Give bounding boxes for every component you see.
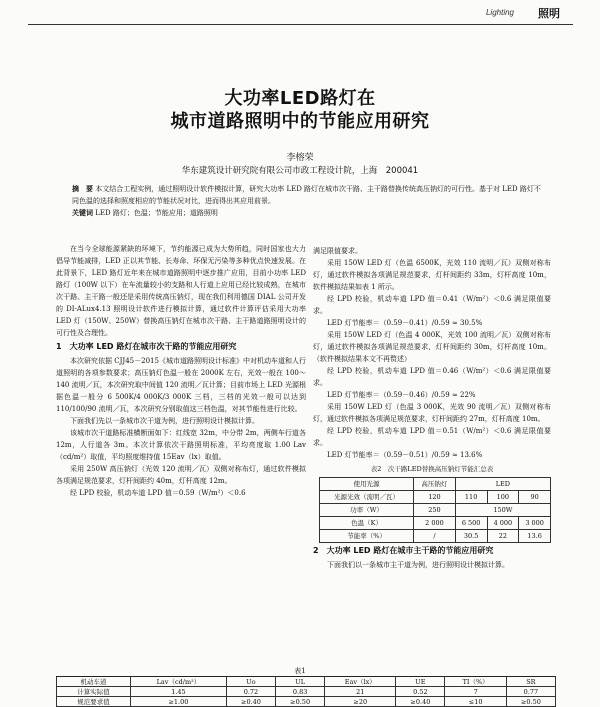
- table-cell: ≥0.40: [226, 697, 275, 707]
- table-cell: 使用光源: [320, 478, 414, 491]
- section-label: 照明: [538, 7, 560, 20]
- table-cell: 计算实际值: [57, 687, 131, 697]
- paragraph: 经 LPD 校验，机动车道 LPD 值＝0.59（W/m²）＜0.6: [70, 489, 246, 497]
- title-line-2: 城市道路照明中的节能应用研究: [170, 111, 430, 132]
- paragraph: LED 灯节能率＝（0.59－0.51）/0.59 ≈ 13.6%: [327, 451, 483, 459]
- table-cell: ≥1.00: [130, 697, 226, 707]
- paragraph: 经 LPD 校验，机动车道 LPD 值＝0.46（W/m²）＜0.6 满足限值要求。: [313, 367, 551, 387]
- section-heading-2: 2 大功率 LED 路灯在城市主干路的节能应用研究: [313, 546, 494, 555]
- paragraph: 该城市次干道路标准横断面如下：红线宽 32m，中分带 2m，两侧车行道各 12m，人行道各 3m。本次计算依次干路照明标准，平均亮度取 1.00 Lav（cd/m²）取值，平均照度维持值 15Eav（lx）取值。: [56, 429, 306, 461]
- paragraph: 经 LPD 校验，机动车道 LPD 值＝0.51（W/m²）＜0.6 满足限值要求。: [313, 427, 551, 447]
- table-cell: 0.77: [506, 687, 555, 697]
- table1-caption: 表1: [294, 667, 306, 675]
- table-cell: 功率（W）: [320, 504, 414, 517]
- paragraph: 采用 150W LED 灯（色温 4 000K，光效 100 流明／瓦）双侧对称布灯，通过软件模拟各项满足规范要求，灯杆间距约 30m，灯杆高度 10m。（软件模拟结果本文不再赘述）: [313, 331, 551, 363]
- abstract-label: 摘 要: [72, 185, 93, 193]
- table-cell: 0.83: [276, 687, 325, 697]
- table-cell: TI（%）: [445, 677, 506, 687]
- paragraph: 满足限值要求。: [313, 247, 362, 255]
- table-cell: 7: [445, 687, 506, 697]
- table-cell: 120: [414, 491, 456, 504]
- table-cell: LED: [455, 478, 550, 491]
- table-cell: Eav（lx）: [325, 677, 396, 687]
- table-cell: ≥20: [325, 697, 396, 707]
- paragraph: 下面我们以一条城市主干道为例，进行照明设计模拟计算。: [327, 561, 509, 569]
- table-cell: Lav（cd/m²）: [130, 677, 226, 687]
- paragraph: 经 LPD 校验，机动车道 LPD 值＝0.41（W/m²）＜0.6 满足限值要求。: [313, 295, 551, 315]
- table-cell: 色温（K）: [320, 517, 414, 530]
- paragraph: 下面我们先以一条城市次干道为例，进行照明设计模拟计算。: [70, 417, 259, 425]
- table-cell: 2 000: [414, 517, 456, 530]
- table-cell: 1.45: [130, 687, 226, 697]
- table-cell: SR: [506, 677, 555, 687]
- title-line-1: 大功率LED路灯在: [224, 88, 376, 109]
- table-cell: 高压钠灯: [414, 478, 456, 491]
- table-cell: 0.52: [396, 687, 445, 697]
- table-cell: ≤10: [445, 697, 506, 707]
- table-cell: ≥0.50: [276, 697, 325, 707]
- header-rule: [28, 24, 573, 25]
- affiliation: 华东建筑设计研究院有限公司市政工程设计院，上海 200041: [181, 166, 419, 176]
- table-cell: 30.5: [455, 530, 487, 543]
- table-cell: ≥0.50: [506, 697, 555, 707]
- table-cell: 6 500: [455, 517, 487, 530]
- abstract-text: 本文结合工程实例，通过照明设计软件模拟计算，研究大功率 LED 路灯在城市次干路、主干路替换传统高压钠灯的可行性。基于对 LED 路灯不同色温的选择和照度相应的节能状况对比，进而得出其应用前景。: [72, 185, 541, 205]
- table-cell: 90: [519, 491, 551, 504]
- abstract-block: [72, 183, 542, 219]
- table-cell: UL: [276, 677, 325, 687]
- table-cell: 3 000: [519, 517, 551, 530]
- table-cell: UE: [396, 677, 445, 687]
- table-cell: 110: [455, 491, 487, 504]
- table2-caption: 表2 次干路LED替换高压钠灯节能汇总表: [370, 465, 494, 473]
- section-heading-1: 1 大功率 LED 路灯在城市次干路的节能应用研究: [56, 342, 237, 351]
- table2: [319, 477, 551, 543]
- table-cell: ≥0.40: [396, 697, 445, 707]
- journal-brand: Lighting: [485, 8, 514, 17]
- paragraph: LED 灯节能率＝（0.59－0.46）/0.59 ≈ 22%: [327, 391, 476, 399]
- table-cell: 100: [487, 491, 519, 504]
- table-row: [57, 687, 556, 697]
- paragraph: 采用 250W 高压钠灯（光效 120 流明／瓦）双侧对称布灯，通过软件模拟各项满足规范要求，灯杆间距约 40m，灯杆高度 12m。: [56, 465, 306, 485]
- table-cell: 4 000: [487, 517, 519, 530]
- table-cell: Uo: [226, 677, 275, 687]
- table-cell: /: [414, 530, 456, 543]
- left-column: [56, 243, 306, 499]
- table-cell: 250: [414, 504, 456, 517]
- table1: [56, 676, 556, 707]
- paragraph: LED 灯节能率＝（0.59－0.41）/0.59 ≈ 30.5%: [327, 319, 483, 327]
- table-cell: 机动车道: [57, 677, 131, 687]
- paragraph: 采用 150W LED 灯（色温 6500K，光效 110 流明／瓦）双侧对称布灯，通过软件模拟各项满足规范要求，灯杆间距约 33m，灯杆高度 10m，软件模拟结果如表 1 所示。: [313, 259, 551, 291]
- table-cell: 13.6: [519, 530, 551, 543]
- right-column: [313, 245, 551, 571]
- paragraph: 采用 150W LED 灯（色温 3 000K，光效 90 流明／瓦）双侧对称布灯，通过软件模拟各项满足规范要求，灯杆间距约 27m，灯杆高度 10m。: [313, 403, 551, 423]
- table-cell: 150W: [455, 504, 550, 517]
- table-cell: 光源光效（流明／瓦）: [320, 491, 414, 504]
- keywords-label: 关键词: [72, 209, 93, 217]
- keywords-text: LED 路灯；色温；节能应用；道路照明: [95, 209, 218, 217]
- paragraph: 本次研究依据 CJJ45－2015《城市道路照明设计标准》中对机动车道和人行道照明的各项参数要求；高压钠灯色温一般在 2000K 左右，光效一般在 100～140 流明／瓦，本次研究取中间值 120 流明／瓦计算；目前市场上 LED 光源根据色温一般分 6 500K/4 000K/3 000K 三档，三档的光效一般可以达到 110/100/90 流明／瓦，本次研究分别取值这三档色温，对其节能性进行比较。: [56, 357, 306, 413]
- table-cell: 规范要求值: [57, 697, 131, 707]
- table-row: [57, 697, 556, 707]
- table-cell: 节能率（%）: [320, 530, 414, 543]
- table-cell: 22: [487, 530, 519, 543]
- table-cell: 0.72: [226, 687, 275, 697]
- table-cell: 21: [325, 687, 396, 697]
- paragraph: 在当今全球能源紧缺的环境下，节约能源已成为大势所趋，同时国家也大力倡导节能减排，LED 正以其节能、长寿命、环保无污染等多种优点快速发展。在此背景下，LED 路灯近年来在城市道路照明中逐步推广应用，目前小功率 LED 路灯（100W 以下）在车流量较小的支路和人行道上应用已经比较成熟，在城市次干路、主干路一般还是采用传统高压钠灯，现在我们利用德国 DIAL 公司开发的 DI-ALux4.13 照明设计软件进行模拟计算，通过软件计算评估采用大功率 LED 灯（150W、250W）替换高压钠灯在城市次干路、主干路道路照明设计的可行性及合理性。: [56, 245, 306, 337]
- author: 李榕荣: [286, 153, 314, 163]
- table-row: [57, 677, 556, 687]
